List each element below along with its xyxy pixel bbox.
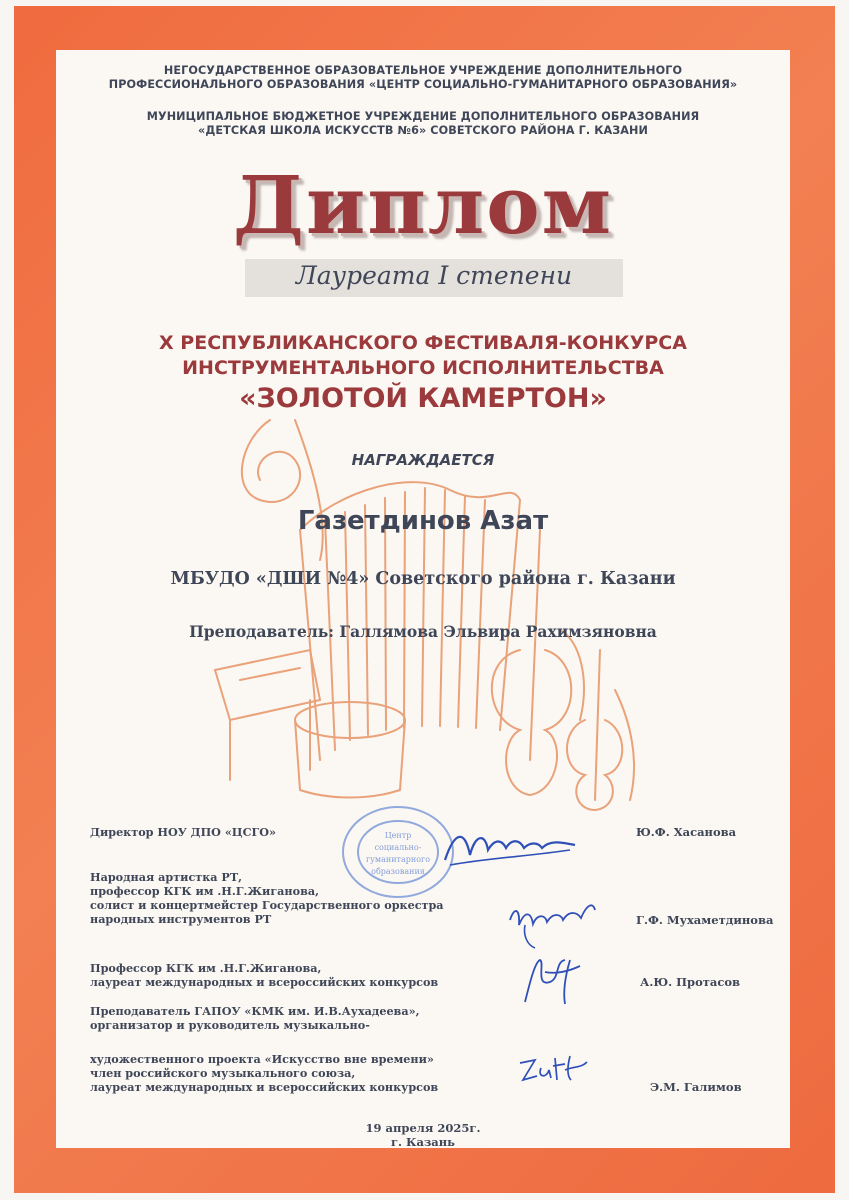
signature-khasanova	[440, 820, 580, 875]
signatory-2-line1: Народная артистка РТ,	[90, 870, 243, 884]
treble-clef-swirl	[242, 420, 323, 560]
signatory-3-position	[90, 961, 438, 989]
festival-line2: ИНСТРУМЕНТАЛЬНОГО ИСПОЛНИТЕЛЬСТВА	[182, 357, 664, 379]
signatory-4-gap	[90, 1032, 438, 1052]
violin	[567, 650, 622, 810]
piano	[215, 650, 320, 780]
signatory-2-name: Г.Ф. Мухаметдинова	[636, 913, 774, 927]
recipient-school: МБУДО «ДШИ №4» Советского района г. Казани	[170, 569, 676, 589]
signatory-4-line1: Преподаватель ГАПОУ «КМК им. И.В.Аухадеева»,	[90, 1004, 420, 1018]
recipient-name: Газетдинов Азат	[297, 506, 549, 536]
svg-text:гуманитарного: гуманитарного	[365, 855, 431, 864]
awarded-label: НАГРАЖДАЕТСЯ	[351, 451, 495, 469]
signature-mukhametdinova	[505, 890, 600, 950]
org1-line2: ПРОФЕССИОНАЛЬНОГО ОБРАЗОВАНИЯ «ЦЕНТР СОЦИАЛЬНО-ГУМАНИТАРНОГО ОБРАЗОВАНИЯ»	[108, 78, 738, 91]
svg-text:социально-: социально-	[374, 843, 422, 852]
issue-date-block	[56, 1121, 790, 1149]
recipient-teacher: Преподаватель: Галлямова Эльвира Рахимзяновна	[189, 622, 657, 641]
signatory-2-line3: солист и концертмейстер Государственного оркестра	[90, 898, 444, 912]
degree-label: Лауреата I степени	[295, 261, 573, 290]
festival-name: «ЗОЛОТОЙ КАМЕРТОН»	[239, 383, 607, 414]
signatory-3-line2: лауреат международных и всероссийских конкурсов	[90, 975, 439, 989]
signatory-1-position	[90, 825, 276, 839]
signatory-4-line4: художественного проекта «Искусство вне времени»	[90, 1052, 434, 1066]
diploma-title: Диплом	[232, 158, 614, 252]
signatory-2-line2: профессор КГК им .Н.Г.Жиганова,	[90, 884, 319, 898]
issue-city: г. Казань	[391, 1135, 455, 1149]
signatory-4-line2: организатор и руководитель музыкально-	[90, 1018, 370, 1032]
signatory-4-line6: лауреат международных и всероссийских конкурсов	[90, 1080, 439, 1094]
signatory-4-line5: член российского музыкального союза,	[90, 1066, 356, 1080]
signatory-2-line4: народных инструментов РТ	[90, 912, 272, 926]
org1-line1: НЕГОСУДАРСТВЕННОЕ ОБРАЗОВАТЕЛЬНОЕ УЧРЕЖДЕНИЕ ДОПОЛНИТЕЛЬНОГО	[163, 64, 683, 77]
signatory-4-position	[90, 1004, 438, 1094]
signatory-3-line1: Профессор КГК им .Н.Г.Жиганова,	[90, 961, 322, 975]
svg-text:Центр: Центр	[384, 831, 412, 840]
festival-line1: X РЕСПУБЛИКАНСКОГО ФЕСТИВАЛЯ-КОНКУРСА	[159, 332, 687, 354]
org2-line2: «ДЕТСКАЯ ШКОЛА ИСКУССТВ №6» СОВЕТСКОГО РАЙОНА Г. КАЗАНИ	[198, 124, 648, 137]
svg-text:образования: образования	[371, 867, 425, 876]
signature-galimov	[515, 1048, 590, 1088]
signatory-3-name: А.Ю. Протасов	[640, 975, 740, 989]
signatory-4-name: Э.М. Галимов	[650, 1080, 742, 1094]
signature-protasov	[515, 952, 585, 1007]
signatory-1-name: Ю.Ф. Хасанова	[636, 825, 737, 839]
issue-date: 19 апреля 2025г.	[365, 1121, 481, 1135]
signatory-2-position	[90, 870, 444, 926]
org2-line1: МУНИЦИПАЛЬНОЕ БЮДЖЕТНОЕ УЧРЕЖДЕНИЕ ДОПОЛНИТЕЛЬНОГО ОБРАЗОВАНИЯ	[146, 110, 700, 123]
signatory-1-line1: Директор НОУ ДПО «ЦСГО»	[90, 825, 276, 839]
